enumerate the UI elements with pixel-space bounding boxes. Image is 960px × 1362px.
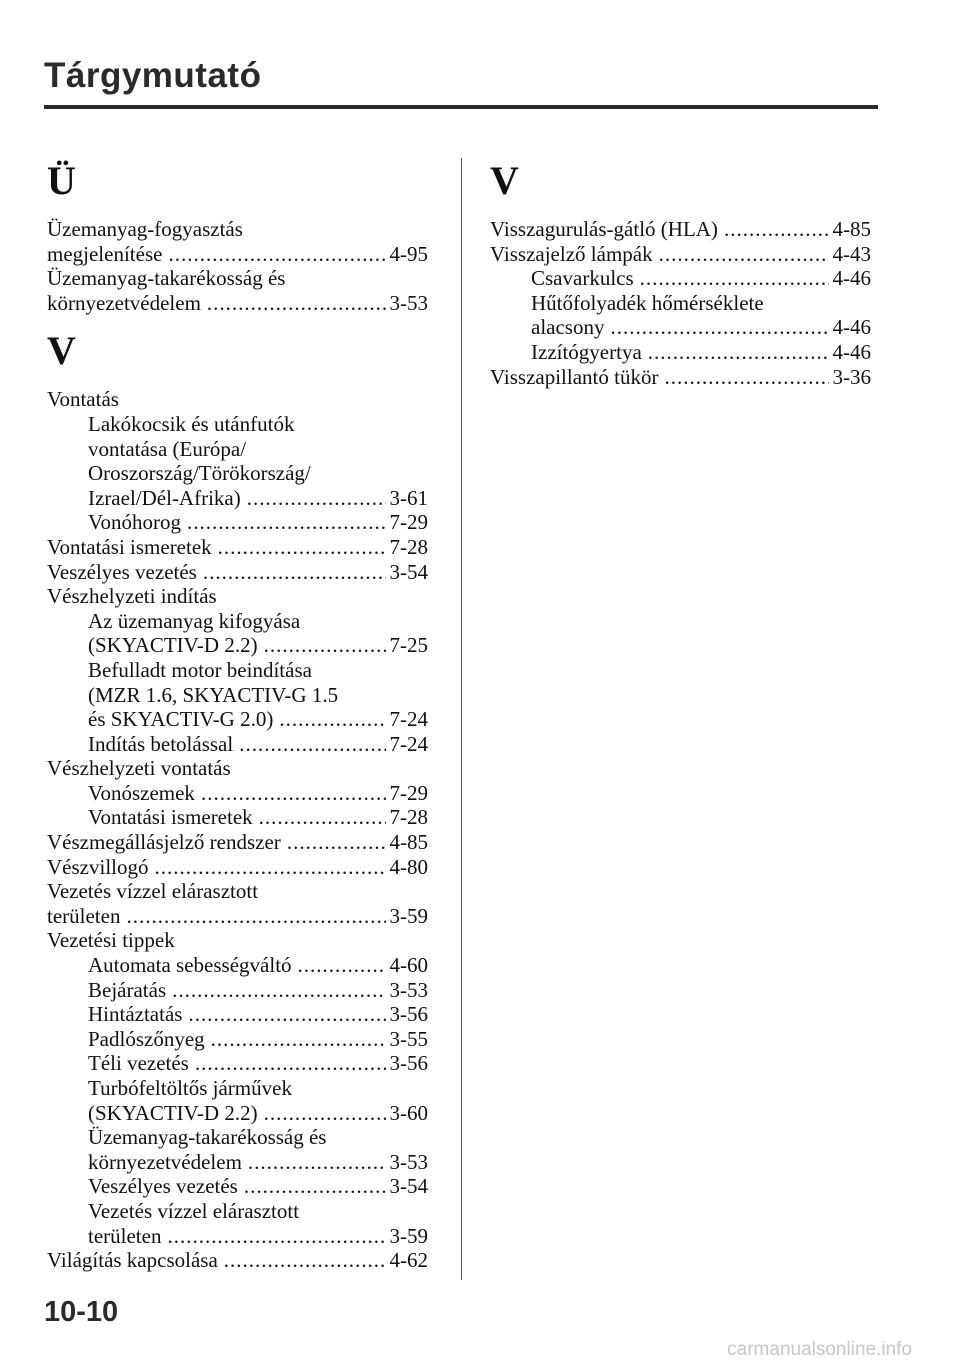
entry-text: Vészhelyzeti indítás bbox=[47, 584, 217, 609]
dot-leader bbox=[247, 486, 386, 511]
entry-text: Vezetési tippek bbox=[47, 928, 175, 953]
entry-page-reference: 3-56 bbox=[389, 1051, 428, 1076]
entry-page-reference: 3-55 bbox=[389, 1026, 428, 1051]
index-entry bbox=[47, 732, 428, 757]
entry-page-reference: 7-24 bbox=[389, 707, 428, 732]
dot-leader bbox=[187, 510, 386, 535]
entry-text: (SKYACTIV-D 2.2) bbox=[88, 1100, 258, 1125]
index-entry bbox=[47, 412, 428, 437]
index-entry bbox=[47, 978, 428, 1003]
index-entry bbox=[47, 387, 428, 412]
index-entry bbox=[47, 1101, 428, 1126]
entry-text: Vontatási ismeretek bbox=[88, 805, 253, 830]
dot-leader bbox=[218, 535, 386, 560]
entry-text: Turbófeltöltős járművek bbox=[88, 1076, 292, 1100]
dot-leader bbox=[195, 1051, 386, 1076]
entry-text: Veszélyes vezetés bbox=[88, 1174, 238, 1199]
entry-text: Vontatási ismeretek bbox=[47, 534, 212, 559]
entry-text: területen bbox=[88, 1223, 162, 1248]
entry-page-reference: 3-53 bbox=[389, 1149, 428, 1174]
index-entry bbox=[47, 1051, 428, 1076]
entry-page-reference: 4-62 bbox=[389, 1248, 428, 1273]
index-entry bbox=[47, 266, 428, 291]
dot-leader bbox=[648, 340, 829, 365]
entry-page-reference: 3-59 bbox=[389, 903, 428, 928]
entry-page-reference: 4-46 bbox=[832, 339, 871, 364]
index-entry bbox=[47, 756, 428, 781]
dot-leader bbox=[659, 242, 829, 267]
entry-page-reference: 3-53 bbox=[389, 290, 428, 315]
entry-text: környezetvédelem bbox=[47, 290, 201, 315]
index-entry bbox=[47, 1125, 428, 1150]
entry-text: Az üzemanyag kifogyása bbox=[88, 608, 301, 633]
watermark: carmanualsonline.info bbox=[727, 1339, 912, 1360]
entry-text: Hintáztatás bbox=[88, 1002, 183, 1027]
dot-leader bbox=[211, 1027, 386, 1052]
dot-leader bbox=[224, 1248, 386, 1273]
entry-text: Világítás kapcsolása bbox=[47, 1248, 218, 1273]
dot-leader bbox=[264, 633, 386, 658]
index-entry bbox=[47, 928, 428, 953]
header-divider bbox=[44, 105, 878, 109]
index-entry bbox=[47, 1150, 428, 1175]
dot-leader bbox=[640, 266, 829, 291]
page-number: 10-10 bbox=[44, 1296, 119, 1328]
entry-text: és SKYACTIV-G 2.0) bbox=[88, 707, 274, 732]
index-entry bbox=[490, 365, 871, 390]
entry-page-reference: 7-29 bbox=[389, 780, 428, 805]
entry-page-reference: 3-36 bbox=[832, 364, 871, 389]
entry-text: Padlószőnyeg bbox=[88, 1026, 205, 1051]
index-entry bbox=[47, 633, 428, 658]
entry-text: Üzemanyag-fogyasztás bbox=[47, 217, 243, 241]
dot-leader bbox=[201, 781, 386, 806]
index-section bbox=[47, 387, 428, 1272]
index-entry bbox=[47, 1002, 428, 1027]
section-letter: V bbox=[490, 158, 519, 203]
index-entry bbox=[47, 486, 428, 511]
dot-leader bbox=[244, 1174, 386, 1199]
entry-text: alacsony bbox=[531, 315, 605, 340]
page-title: Tárgymutató bbox=[44, 56, 262, 95]
entry-page-reference: 3-61 bbox=[389, 485, 428, 510]
index-entry bbox=[47, 953, 428, 978]
dot-leader bbox=[259, 805, 386, 830]
entry-text: Vészmegállásjelző rendszer bbox=[47, 830, 281, 855]
entry-text: Lakókocsik és utánfutók bbox=[88, 411, 295, 436]
index-entry bbox=[47, 904, 428, 929]
dot-leader bbox=[239, 732, 385, 757]
section-letter: V bbox=[47, 328, 76, 374]
dot-leader bbox=[167, 1224, 385, 1249]
dot-leader bbox=[126, 904, 385, 929]
entry-text: Vonószemek bbox=[88, 780, 195, 805]
index-entry bbox=[47, 1076, 428, 1101]
entry-text: Veszélyes vezetés bbox=[47, 559, 197, 584]
entry-page-reference: 3-59 bbox=[389, 1223, 428, 1248]
column-divider bbox=[461, 158, 462, 1280]
dot-leader bbox=[279, 707, 385, 732]
entry-text: Izzítógyertya bbox=[531, 339, 642, 364]
section-letter: Ü bbox=[47, 158, 76, 203]
entry-page-reference: 4-85 bbox=[832, 217, 871, 241]
entry-page-reference: 3-60 bbox=[389, 1100, 428, 1125]
entry-page-reference: 4-95 bbox=[389, 241, 428, 266]
entry-text: vontatása (Európa/ bbox=[88, 436, 247, 461]
index-entry bbox=[490, 291, 871, 316]
entry-text: Vezetés vízzel elárasztott bbox=[88, 1198, 300, 1223]
index-entry bbox=[47, 609, 428, 634]
entry-text: Vontatás bbox=[47, 387, 119, 412]
index-entry bbox=[47, 535, 428, 560]
dot-leader bbox=[188, 1002, 385, 1027]
index-entry bbox=[47, 683, 428, 708]
entry-page-reference: 3-54 bbox=[389, 1174, 428, 1199]
index-entry bbox=[47, 658, 428, 683]
dot-leader bbox=[664, 365, 828, 390]
index-section bbox=[490, 217, 871, 389]
entry-page-reference: 7-29 bbox=[389, 510, 428, 535]
index-column-right bbox=[490, 145, 871, 389]
index-entry bbox=[490, 242, 871, 267]
dot-leader bbox=[154, 855, 385, 880]
index-entry bbox=[47, 1174, 428, 1199]
index-entry bbox=[47, 437, 428, 462]
entry-page-reference: 4-46 bbox=[832, 315, 871, 340]
index-entry bbox=[490, 315, 871, 340]
entry-page-reference: 4-60 bbox=[389, 953, 428, 978]
entry-text: környezetvédelem bbox=[88, 1149, 242, 1174]
entry-text: megjelenítése bbox=[47, 241, 163, 266]
entry-page-reference: 7-28 bbox=[389, 534, 428, 559]
entry-text: Befulladt motor beindítása bbox=[88, 657, 312, 682]
index-entry bbox=[47, 242, 428, 267]
index-entry bbox=[47, 291, 428, 316]
index-section bbox=[47, 217, 428, 315]
entry-page-reference: 4-85 bbox=[389, 830, 428, 855]
index-entry bbox=[47, 1248, 428, 1273]
entry-text: (MZR 1.6, SKYACTIV-G 1.5 bbox=[88, 682, 339, 707]
index-entry bbox=[47, 1027, 428, 1052]
entry-page-reference: 7-28 bbox=[389, 805, 428, 830]
dot-leader bbox=[724, 217, 829, 242]
entry-text: Vészvillogó bbox=[47, 854, 149, 879]
index-entry bbox=[47, 461, 428, 486]
entry-text: Üzemanyag-takarékosság és bbox=[47, 266, 286, 291]
entry-text: Bejáratás bbox=[88, 977, 167, 1002]
entry-page-reference: 4-46 bbox=[832, 266, 871, 291]
index-entry bbox=[47, 560, 428, 585]
entry-text: Csavarkulcs bbox=[531, 266, 634, 291]
index-entry bbox=[490, 217, 871, 242]
entry-page-reference: 4-43 bbox=[832, 241, 871, 266]
entry-text: Visszapillantó tükör bbox=[490, 364, 659, 389]
index-entry bbox=[47, 805, 428, 830]
index-entry bbox=[47, 781, 428, 806]
index-entry bbox=[47, 830, 428, 855]
entry-text: Téli vezetés bbox=[88, 1051, 189, 1076]
entry-text: Izrael/Dél-Afrika) bbox=[88, 485, 241, 510]
index-entry bbox=[47, 1199, 428, 1224]
entry-page-reference: 3-56 bbox=[389, 1002, 428, 1027]
entry-text: Hűtőfolyadék hőmérséklete bbox=[531, 290, 764, 315]
entry-text: Indítás betolással bbox=[88, 731, 234, 756]
index-entry bbox=[47, 879, 428, 904]
entry-text: Vészhelyzeti vontatás bbox=[47, 756, 231, 781]
dot-leader bbox=[287, 830, 386, 855]
entry-page-reference: 3-53 bbox=[389, 977, 428, 1002]
entry-text: területen bbox=[47, 903, 121, 928]
entry-page-reference: 4-80 bbox=[389, 854, 428, 879]
index-entry bbox=[490, 340, 871, 365]
index-entry bbox=[47, 1224, 428, 1249]
entry-text: Üzemanyag-takarékosság és bbox=[88, 1125, 327, 1150]
dot-leader bbox=[172, 978, 385, 1003]
dot-leader bbox=[168, 242, 385, 267]
dot-leader bbox=[264, 1101, 386, 1126]
index-entry bbox=[47, 510, 428, 535]
index-entry bbox=[490, 266, 871, 291]
entry-text: Vonóhorog bbox=[88, 510, 181, 535]
dot-leader bbox=[248, 1150, 386, 1175]
index-entry bbox=[47, 707, 428, 732]
entry-text: Vezetés vízzel elárasztott bbox=[47, 879, 259, 904]
entry-page-reference: 7-24 bbox=[389, 731, 428, 756]
index-column-left bbox=[47, 145, 428, 1273]
entry-text: (SKYACTIV-D 2.2) bbox=[88, 633, 258, 658]
entry-page-reference: 3-54 bbox=[389, 559, 428, 584]
entry-text: Oroszország/Törökország/ bbox=[88, 461, 311, 486]
entry-page-reference: 7-25 bbox=[389, 633, 428, 658]
index-entry bbox=[47, 855, 428, 880]
index-entry bbox=[47, 217, 428, 242]
dot-leader bbox=[298, 953, 386, 978]
dot-leader bbox=[610, 315, 828, 340]
dot-leader bbox=[207, 291, 386, 316]
index-entry bbox=[47, 584, 428, 609]
entry-text: Visszajelző lámpák bbox=[490, 241, 653, 266]
entry-text: Visszagurulás-gátló (HLA) bbox=[490, 217, 718, 241]
entry-text: Automata sebességváltó bbox=[88, 953, 292, 978]
dot-leader bbox=[203, 560, 386, 585]
